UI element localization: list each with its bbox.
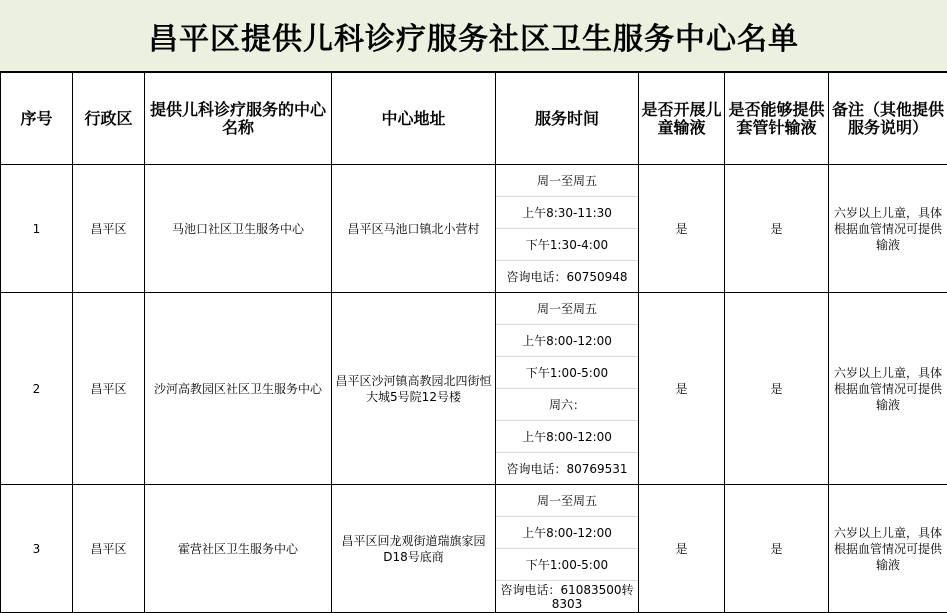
hours-line: 上午8:00-12:00 bbox=[496, 421, 638, 453]
header-seq: 序号 bbox=[1, 73, 73, 165]
hours-line: 上午8:30-11:30 bbox=[496, 197, 638, 229]
cell-district: 昌平区 bbox=[73, 485, 145, 613]
cell-address: 昌平区沙河镇高教园北四街恒大城5号院12号楼 bbox=[332, 293, 496, 485]
cell-remarks: 六岁以上儿童，具体根据血管情况可提供输液 bbox=[829, 165, 947, 293]
table-row bbox=[1, 293, 947, 485]
hours-line: 周一至周五 bbox=[496, 165, 638, 197]
hours-line: 下午1:00-5:00 bbox=[496, 357, 638, 389]
cell-infusion: 是 bbox=[639, 293, 725, 485]
header-hours: 服务时间 bbox=[496, 73, 639, 165]
cell-seq: 3 bbox=[1, 485, 73, 613]
hours-line: 咨询电话：60750948 bbox=[506, 269, 628, 284]
page-title: 昌平区提供儿科诊疗服务社区卫生服务中心名单 bbox=[0, 0, 947, 72]
header-district: 行政区 bbox=[73, 73, 145, 165]
cell-remarks: 六岁以上儿童，具体根据血管情况可提供输液 bbox=[829, 293, 947, 485]
hours-line: 咨询电话：80769531 bbox=[506, 461, 628, 476]
cell-hours bbox=[496, 485, 639, 613]
cell-district: 昌平区 bbox=[73, 293, 145, 485]
hours-line: 周一至周五 bbox=[496, 485, 638, 517]
cell-picc: 是 bbox=[725, 165, 829, 293]
hours-line: 咨询电话：61083500转8303 bbox=[500, 582, 634, 611]
cell-infusion: 是 bbox=[639, 165, 725, 293]
cell-address: 昌平区马池口镇北小营村 bbox=[332, 165, 496, 293]
cell-seq: 1 bbox=[1, 165, 73, 293]
hours-line: 周一至周五 bbox=[496, 293, 638, 325]
hours-line: 下午1:00-5:00 bbox=[496, 549, 638, 581]
header-infusion: 是否开展儿童输液 bbox=[639, 73, 725, 165]
header-center-name: 提供儿科诊疗服务的中心名称 bbox=[145, 73, 332, 165]
header-picc: 是否能够提供套管针输液 bbox=[725, 73, 829, 165]
cell-picc: 是 bbox=[725, 293, 829, 485]
cell-hours bbox=[496, 293, 639, 485]
cell-hours bbox=[496, 165, 639, 293]
cell-picc: 是 bbox=[725, 485, 829, 613]
hours-line: 上午8:00-12:00 bbox=[496, 517, 638, 549]
clinic-table bbox=[0, 72, 947, 613]
table-row bbox=[1, 165, 947, 293]
cell-address: 昌平区回龙观街道瑞旗家园D18号底商 bbox=[332, 485, 496, 613]
hours-line: 上午8:00-12:00 bbox=[496, 325, 638, 357]
hours-line: 下午1:30-4:00 bbox=[496, 229, 638, 261]
header-address: 中心地址 bbox=[332, 73, 496, 165]
cell-center-name: 霍营社区卫生服务中心 bbox=[145, 485, 332, 613]
cell-center-name: 马池口社区卫生服务中心 bbox=[145, 165, 332, 293]
cell-center-name: 沙河高教园区社区卫生服务中心 bbox=[145, 293, 332, 485]
hours-line: 周六： bbox=[496, 389, 638, 421]
cell-remarks: 六岁以上儿童，具体根据血管情况可提供输液 bbox=[829, 485, 947, 613]
cell-infusion: 是 bbox=[639, 485, 725, 613]
header-row bbox=[1, 73, 947, 165]
header-remarks: 备注（其他提供服务说明） bbox=[829, 73, 947, 165]
cell-district: 昌平区 bbox=[73, 165, 145, 293]
table-row bbox=[1, 485, 947, 613]
cell-seq: 2 bbox=[1, 293, 73, 485]
